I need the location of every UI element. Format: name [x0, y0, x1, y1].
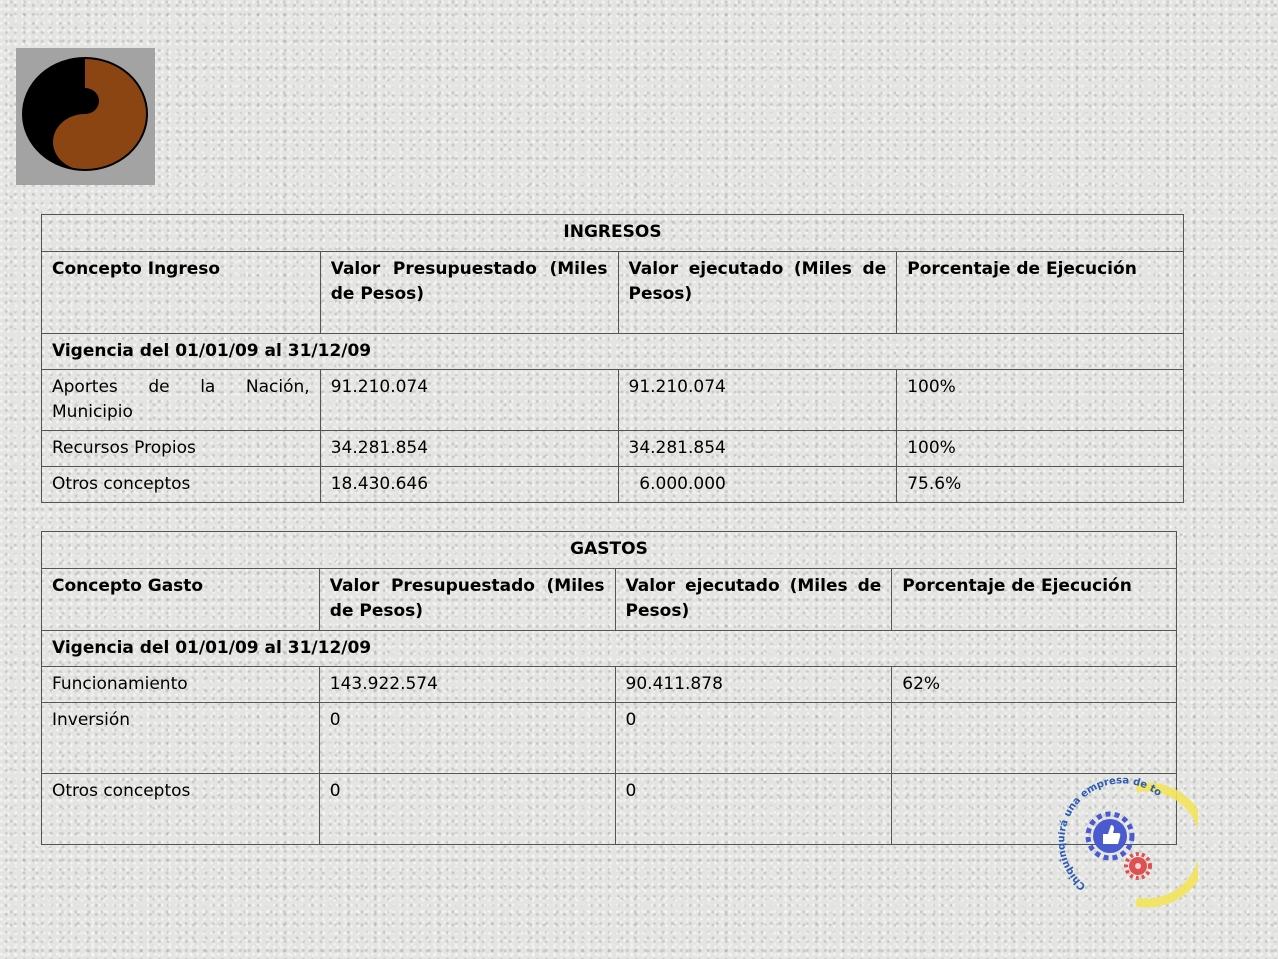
table-row	[42, 774, 1177, 845]
row-concepto: Otros conceptos	[42, 774, 320, 845]
ingresos-header-porcentaje: Porcentaje de Ejecución	[897, 252, 1184, 334]
row-presupuestado: 0	[319, 774, 615, 845]
chiquinquira-stamp-logo	[1058, 774, 1198, 914]
row-porcentaje: 75.6%	[897, 467, 1184, 503]
stamp-text: Chiquin rá una empresa de to	[1058, 775, 1164, 893]
gastos-header-presupuestado: Valor Presupuestado (Miles de Pesos)	[319, 569, 615, 631]
row-concepto: Aportes de la Nación, Municipio	[42, 370, 321, 431]
row-presupuestado: 34.281.854	[320, 431, 618, 467]
table-row	[42, 467, 1184, 503]
gastos-vigencia: Vigencia del 01/01/09 al 31/12/09	[42, 631, 1177, 667]
row-ejecutado: 0	[615, 703, 892, 774]
row-presupuestado: 143.922.574	[319, 667, 615, 703]
ingresos-vigencia: Vigencia del 01/01/09 al 31/12/09	[42, 334, 1184, 370]
row-porcentaje	[892, 703, 1177, 774]
row-concepto: Funcionamiento	[42, 667, 320, 703]
row-concepto: Recursos Propios	[42, 431, 321, 467]
row-ejecutado: 90.411.878	[615, 667, 892, 703]
table-row	[42, 667, 1177, 703]
row-ejecutado: 0	[615, 774, 892, 845]
row-presupuestado: 91.210.074	[320, 370, 618, 431]
gastos-header-ejecutado: Valor ejecutado (Miles de Pesos)	[615, 569, 892, 631]
row-concepto: Otros conceptos	[42, 467, 321, 503]
gastos-title: GASTOS	[42, 532, 1177, 569]
row-porcentaje: 100%	[897, 431, 1184, 467]
ingresos-header-ejecutado: Valor ejecutado (Miles de Pesos)	[618, 252, 897, 334]
row-concepto: Inversión	[42, 703, 320, 774]
ingresos-title: INGRESOS	[42, 215, 1184, 252]
ingresos-header-presupuestado: Valor Presupuestado (Miles de Pesos)	[320, 252, 618, 334]
row-presupuestado: 18.430.646	[320, 467, 618, 503]
row-porcentaje: 100%	[897, 370, 1184, 431]
ingresos-header-concepto: Concepto Ingreso	[42, 252, 321, 334]
row-ejecutado: 6.000.000	[618, 467, 897, 503]
table-row	[42, 431, 1184, 467]
gastos-table	[41, 531, 1177, 845]
thumbs-up-gear-icon	[1058, 774, 1198, 914]
logo	[16, 48, 155, 185]
row-ejecutado: 91.210.074	[618, 370, 897, 431]
table-row	[42, 703, 1177, 774]
yin-yang-like-logo-icon	[16, 48, 155, 185]
row-presupuestado: 0	[319, 703, 615, 774]
row-ejecutado: 34.281.854	[618, 431, 897, 467]
ingresos-table	[41, 214, 1184, 503]
table-row	[42, 370, 1184, 431]
row-porcentaje: 62%	[892, 667, 1177, 703]
gastos-header-porcentaje: Porcentaje de Ejecución	[892, 569, 1177, 631]
gastos-header-concepto: Concepto Gasto	[42, 569, 320, 631]
